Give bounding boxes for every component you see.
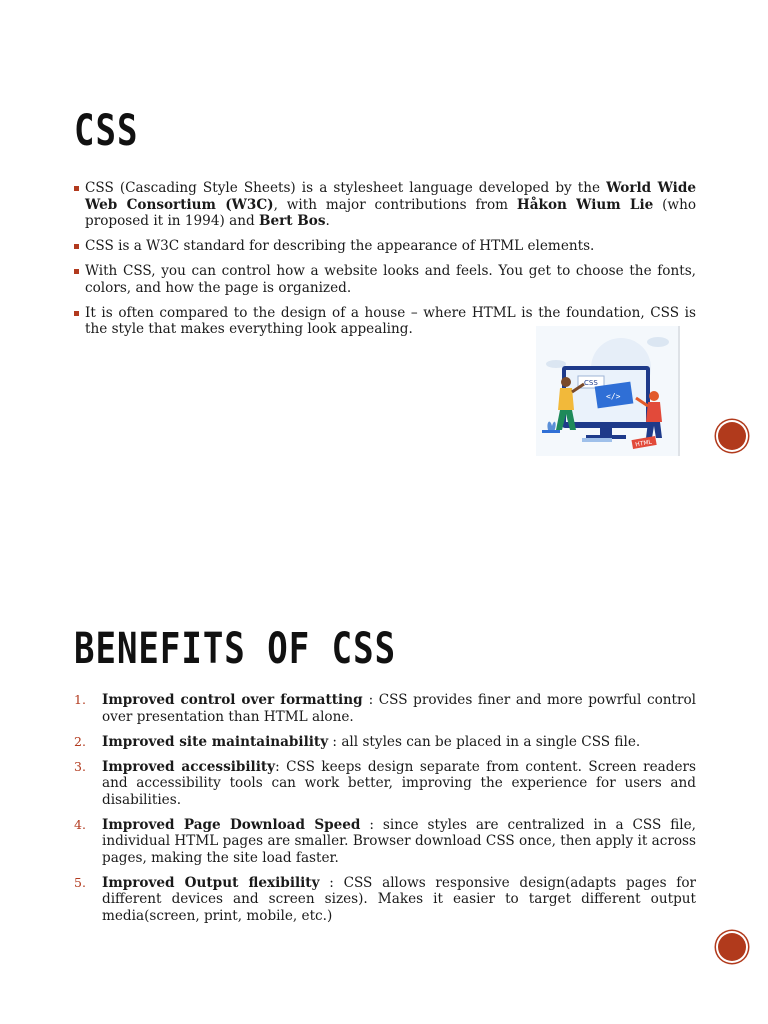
item-number: 4. <box>74 816 86 832</box>
item-text: : since styles are centralized in a CSS file, individual HTML pages are smaller. Browser download CSS once, then apply it across pages, making the site load faster. <box>102 816 697 866</box>
item-bold: Improved Page Download Speed <box>102 816 361 833</box>
bullet-text: . <box>325 213 330 229</box>
bullet-item <box>74 238 696 255</box>
decorative-dot <box>718 422 746 450</box>
item-text: : CSS allows responsive design(adapts pages for different devices and screen sizes). Makes it easier to target different output media(screen, print, mobile, etc.) <box>102 874 696 924</box>
bullet-item <box>74 180 696 230</box>
item-bold: Improved control over formatting <box>102 692 369 708</box>
slide-benefits <box>0 512 768 1024</box>
item-text: : all styles can be placed in a single CSS file. <box>328 733 641 750</box>
bullet-marker-icon <box>74 311 79 316</box>
bullet-text: CSS (Cascading Style Sheets) is a stylesheet language developed by the <box>85 180 607 196</box>
list-item <box>74 692 696 725</box>
bullet-item <box>74 263 696 296</box>
slide-title: BENEFITS OF CSS <box>74 624 397 674</box>
bullet-text: With CSS, you can control how a website looks and feels. You get to choose the fonts, colors, and how the page is organized. <box>85 263 696 296</box>
bullet-marker-icon <box>74 269 79 274</box>
item-bold: Improved accessibility <box>102 758 276 775</box>
css-label: CSS <box>584 379 598 387</box>
item-text: : CSS keeps design separate from content. Screen readers and accessibility tools can work better, improving the experience for users and disabilities. <box>102 758 697 808</box>
bullet-text: CSS is a W3C standard for describing the appearance of HTML elements. <box>85 238 595 254</box>
list-item <box>74 734 696 751</box>
list-item <box>74 875 696 925</box>
code-label: </> <box>606 392 621 401</box>
item-bold: Improved Output flexibility <box>102 874 320 891</box>
bullet-list <box>74 180 696 346</box>
item-number: 3. <box>74 758 86 774</box>
item-text: : CSS provides finer and more powrful control over presentation than HTML alone. <box>102 692 696 725</box>
bullet-text: (who proposed it in 1994) and <box>85 196 697 229</box>
bullet-bold: Bert Bos <box>258 213 326 229</box>
item-bold: Improved site maintainability <box>102 733 329 750</box>
item-number: 2. <box>74 733 86 749</box>
item-number: 5. <box>74 874 86 890</box>
slide-title: CSS <box>74 106 139 156</box>
bullet-marker-icon <box>74 244 79 249</box>
bullet-bold: World Wide Web Consortium (W3C) <box>85 180 696 213</box>
bullet-text: , with major contributions from <box>273 196 517 213</box>
list-item <box>74 817 696 867</box>
css-illustration <box>536 326 680 456</box>
list-item <box>74 759 696 809</box>
bullet-marker-icon <box>74 186 79 191</box>
html-label: HTML <box>634 438 653 449</box>
bullet-text: It is often compared to the design of a house – where HTML is the foundation, CSS is the style that makes everything look appealing. <box>85 304 696 337</box>
decorative-dot <box>718 933 746 961</box>
bullet-bold: Håkon Wium Lie <box>516 196 654 213</box>
numbered-list <box>74 692 696 933</box>
item-number: 1. <box>74 692 86 707</box>
